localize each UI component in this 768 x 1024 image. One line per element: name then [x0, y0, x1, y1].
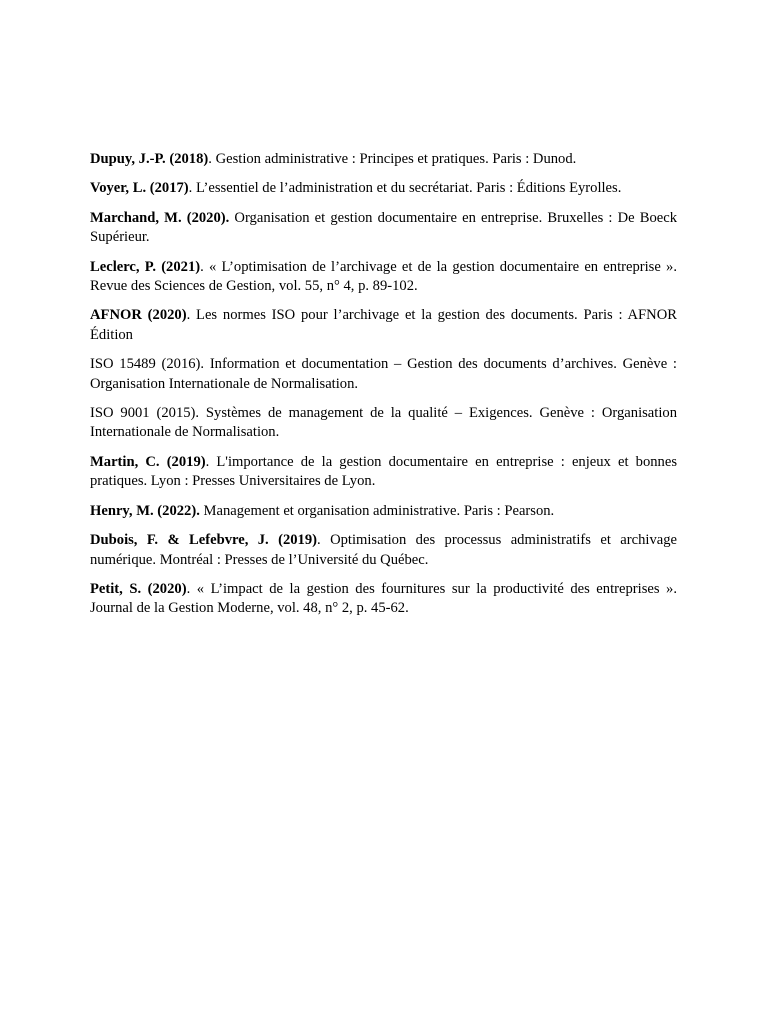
reference-author: Petit, S. (2020): [90, 580, 187, 597]
reference-text: ISO 15489 (2016). Information et documentation – Gestion des documents d’archives. Genève : Organisation Internationale de Normalisation.: [90, 356, 677, 392]
reference-entry: [90, 580, 677, 619]
reference-author: Marchand, M. (2020).: [90, 209, 230, 226]
reference-author: Voyer, L. (2017): [90, 180, 189, 197]
reference-text: . L'importance de la gestion documentaire en entreprise : enjeux et bonnes pratiques. Lyon : Presses Universitaires de Lyon.: [90, 453, 677, 490]
reference-entry: [90, 355, 677, 394]
reference-text: . Les normes ISO pour l’archivage et la gestion des documents. Paris : AFNOR Édition: [90, 307, 677, 343]
reference-entry: [90, 209, 677, 248]
reference-entry: [90, 531, 677, 570]
reference-author: AFNOR (2020): [90, 307, 187, 324]
reference-entry: [90, 306, 677, 345]
reference-entry: [90, 404, 677, 443]
reference-entry: [90, 453, 677, 492]
reference-text: . « L’optimisation de l’archivage et de la gestion documentaire en entreprise ». Revue des Sciences de Gestion, vol. 55, n° 4, p. 89-102.: [90, 258, 677, 295]
reference-entry: [90, 258, 677, 297]
reference-text: ISO 9001 (2015). Systèmes de management de la qualité – Exigences. Genève : Organisation Internationale de Normalisation.: [90, 405, 677, 441]
reference-entry: [90, 502, 677, 521]
reference-text: . L’essentiel de l’administration et du secrétariat. Paris : Éditions Eyrolles.: [188, 180, 622, 197]
reference-text: Organisation et gestion documentaire en entreprise. Bruxelles : De Boeck Supérieur.: [90, 209, 678, 246]
reference-author: Martin, C. (2019): [90, 453, 206, 470]
reference-text: . « L’impact de la gestion des fournitures sur la productivité des entreprises ». Journal de la Gestion Moderne, vol. 48, n° 2, p. 45-62.: [90, 580, 678, 617]
reference-list: [90, 150, 677, 629]
reference-entry: [90, 179, 677, 198]
reference-text: . Gestion administrative : Principes et pratiques. Paris : Dunod.: [208, 151, 577, 167]
reference-entry: [90, 150, 677, 169]
reference-text: . Optimisation des processus administratifs et archivage numérique. Montréal : Presses de l’Université du Québec.: [90, 532, 677, 568]
reference-author: Leclerc, P. (2021): [90, 258, 201, 275]
reference-author: Dupuy, J.-P. (2018): [90, 151, 209, 167]
reference-text: Management et organisation administrative. Paris : Pearson.: [199, 502, 555, 519]
reference-author: Henry, M. (2022).: [90, 502, 200, 519]
reference-author: Dubois, F. & Lefebvre, J. (2019): [90, 532, 318, 549]
